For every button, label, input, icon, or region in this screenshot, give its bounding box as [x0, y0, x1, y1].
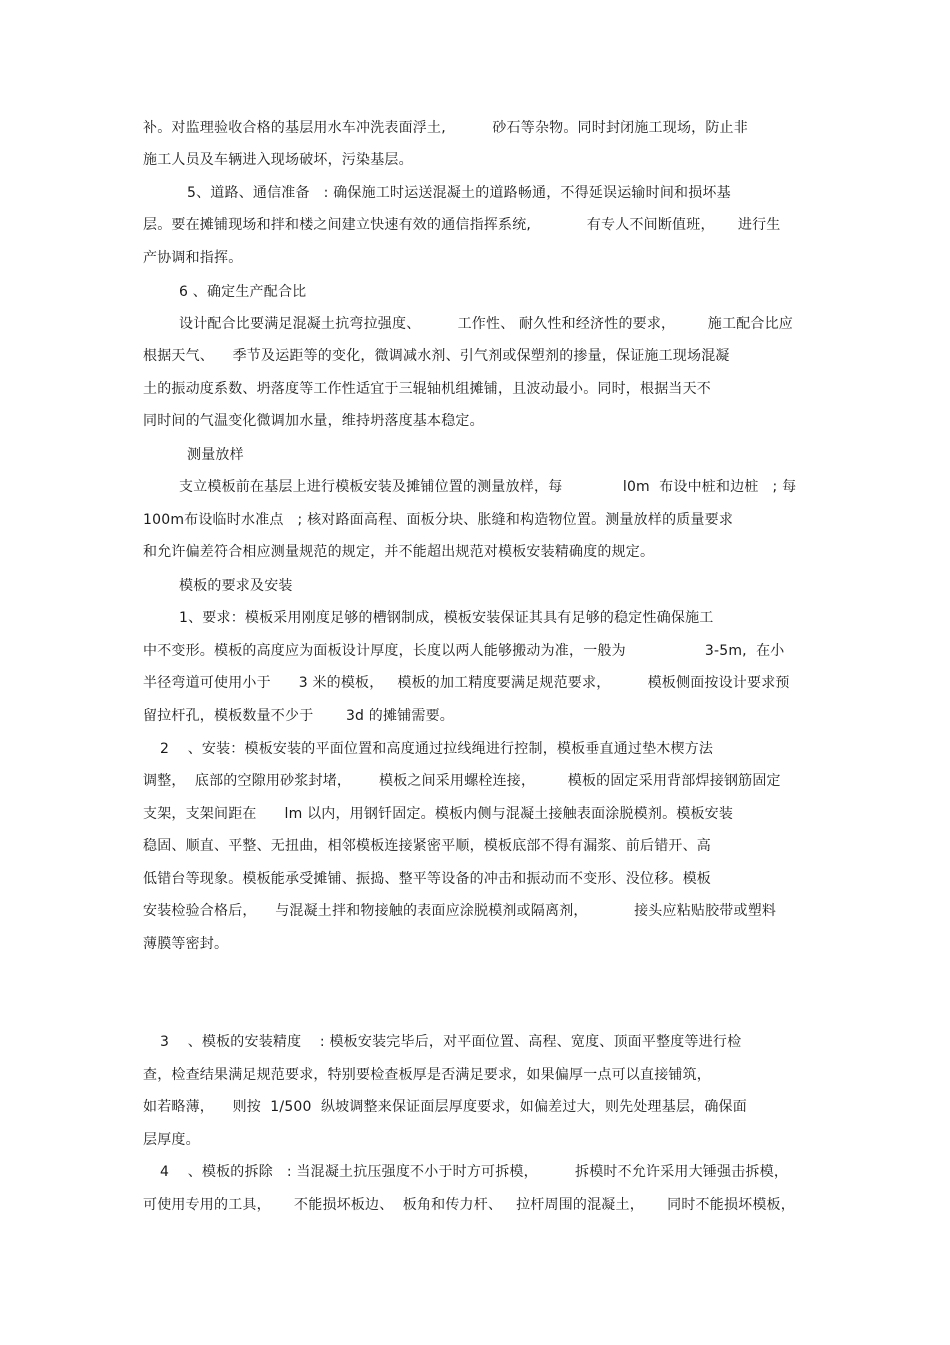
text-line: 查，检查结果满足规范要求，特别要检查板厚是否满足要求，如果偏厚一点可以直接铺筑， [143, 1067, 711, 1083]
text-line: 和允许偏差符合相应测量规范的规定，并不能超出规范对模板安装精确度的规定。 [143, 544, 655, 560]
text-line: 设计配合比要满足混凝土抗弯拉强度、 工作性、 耐久性和经济性的要求， 施工配合比应 [179, 316, 794, 332]
section-heading: 测量放样 [187, 447, 244, 463]
text-line: 4 、模板的拆除 : 当混凝土抗压强度不小于时方可拆模， 拆模时不允许采用大锤强击拆模， [160, 1164, 789, 1180]
text-line: 5、道路、通信准备 : 确保施工时运送混凝土的道路畅通，不得延误运输时间和损坏基 [187, 185, 731, 201]
text-line: 低错台等现象。模板能承受摊铺、振捣、整平等设备的冲击和振动而不变形、没位移。模板 [143, 871, 711, 887]
section-heading: 6 、确定生产配合比 [179, 284, 307, 300]
text-line: 1、要求：模板采用刚度足够的槽钢制成，模板安装保证其具有足够的稳定性确保施工 [179, 610, 714, 626]
text-line: 安装检验合格后， 与混凝土拌和物接触的表面应涂脱模剂或隔离剂， 接头应粘贴胶带或塑料 [143, 903, 777, 919]
text-line: 层厚度。 [143, 1132, 200, 1148]
text-line: 如若略薄， 则按 1/500 纵坡调整来保证面层厚度要求，如偏差过大，则先处理基层，确保面 [143, 1099, 747, 1115]
text-line: 补。对监理验收合格的基层用水车冲洗表面浮土, 砂石等杂物。同时封闭施工现场，防止非 [143, 120, 748, 136]
text-line: 3 、模板的安装精度 : 模板安装完毕后，对平面位置、高程、宽度、顶面平整度等进行检 [160, 1034, 742, 1050]
text-line: 稳固、顺直、平整、无扭曲，相邻模板连接紧密平顺，模板底部不得有漏浆、前后错开、高 [143, 838, 711, 854]
text-line: 根据天气、 季节及运距等的变化，微调减水剂、引气剂或保塑剂的掺量，保证施工现场混凝 [143, 348, 730, 364]
text-line: 土的振动度系数、坍落度等工作性适宜于三辊轴机组摊铺，且波动最小。同时，根据当天不 [143, 381, 711, 397]
text-line: 留拉杆孔，模板数量不少于 3d 的摊铺需要。 [143, 708, 454, 724]
text-line: 层。要在摊铺现场和拌和楼之间建立快速有效的通信指挥系统, 有专人不间断值班， 进行生 [143, 217, 781, 233]
text-line: 中不变形。模板的高度应为面板设计厚度，长度以两人能够搬动为准，一般为 3-5m, 在小 [143, 643, 785, 659]
text-line: 支立模板前在基层上进行模板安装及摊铺位置的测量放样，每 l0m 布设中桩和边桩 ; 每 [179, 479, 797, 495]
text-line: 薄膜等密封。 [143, 936, 229, 952]
text-line: 支架，支架间距在 lm 以内，用钢钎固定。模板内侧与混凝土接触表面涂脱模剂。模板安装 [143, 806, 734, 822]
text-line: 产协调和指挥。 [143, 250, 243, 266]
text-line: 施工人员及车辆进入现场破坏，污染基层。 [143, 152, 413, 168]
text-line: 2 、安装：模板安装的平面位置和高度通过拉线绳进行控制，模板垂直通过垫木楔方法 [160, 741, 714, 757]
text-line: 半径弯道可使用小于 3 米的模板， 模板的加工精度要满足规范要求， 模板侧面按设计要求预 [143, 675, 790, 691]
text-line: 可使用专用的工具， 不能损坏板边、 板角和传力杆、 拉杆周围的混凝土， 同时不能损坏模板， [143, 1197, 795, 1213]
text-line: 调整， 底部的空隙用砂浆封堵， 模板之间采用螺栓连接， 模板的固定采用背部焊接钢筋固定 [143, 773, 781, 789]
text-line: 100m布设临时水准点 ; 核对路面高程、面板分块、胀缝和构造物位置。测量放样的质量要求 [143, 512, 734, 528]
text-line: 同时间的气温变化微调加水量，维持坍落度基本稳定。 [143, 413, 484, 429]
section-heading: 模板的要求及安装 [179, 578, 293, 594]
